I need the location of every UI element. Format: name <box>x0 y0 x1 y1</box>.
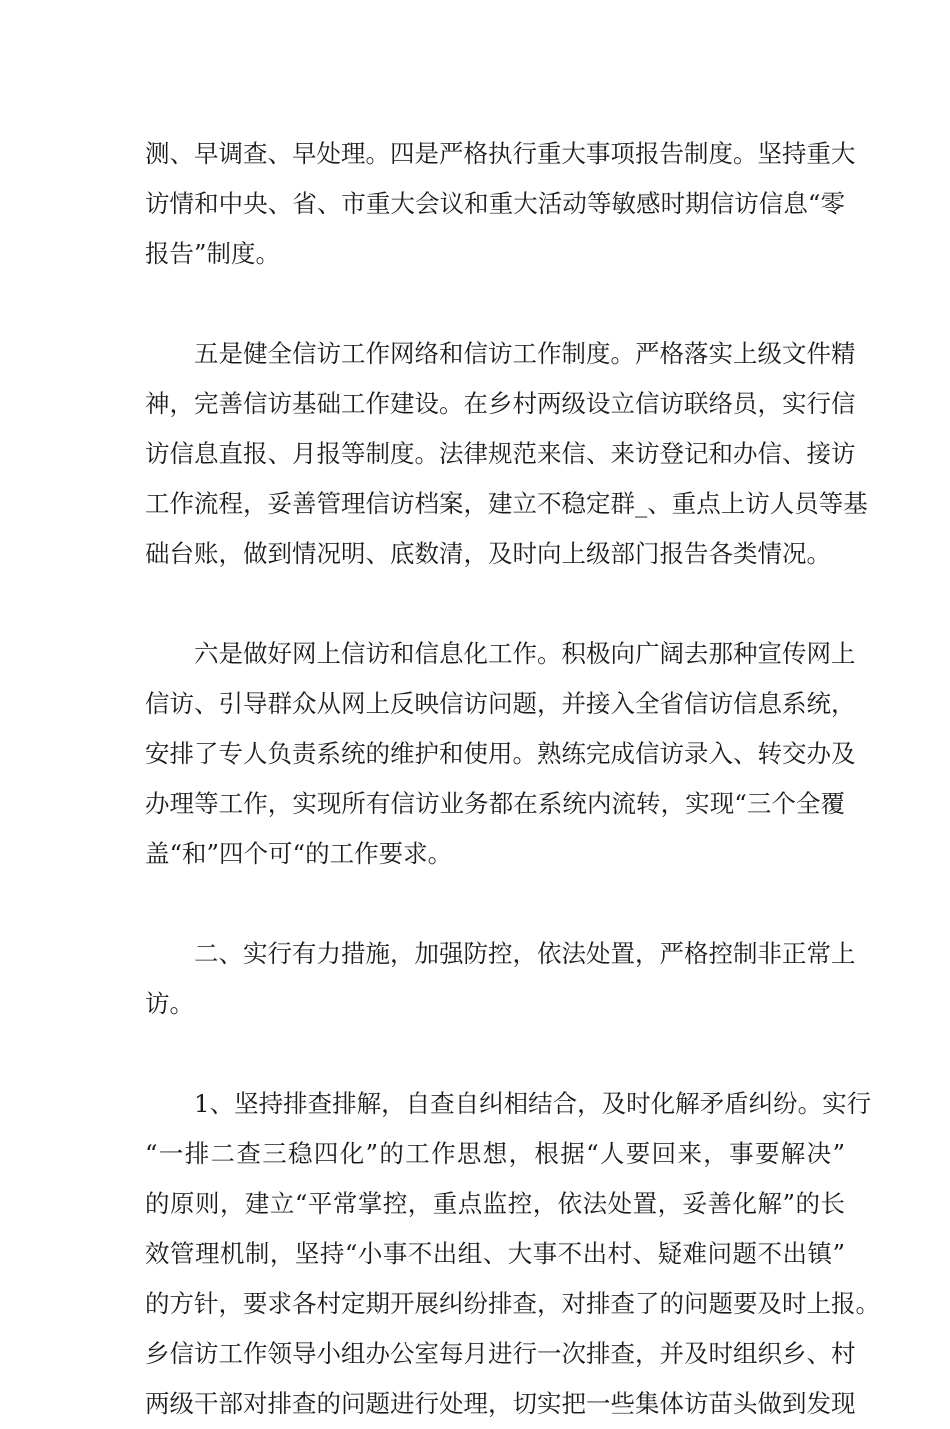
text-line-24: 的方针，要求各村定期开展纠纷排查，对排查了的问题要及时上报。 <box>145 1289 880 1318</box>
blank-line <box>145 279 845 329</box>
text-line-9: 础台账，做到情况明、底数清，及时向上级部门报告各类情况。 <box>145 539 831 568</box>
text-line-3: 报告”制度。 <box>145 239 281 268</box>
text-line-22: 的原则，建立“平常掌控，重点监控，依法处置，妥善化解”的长 <box>145 1189 845 1218</box>
text-line-20: 1、坚持排查排解，自查自纠相结合，及时化解矛盾纠纷。实行 <box>194 1089 872 1118</box>
blank-line <box>145 579 845 629</box>
text-line-2: 访情和中央、省、市重大会议和重大活动等敏感时期信访信息“零 <box>145 189 845 218</box>
text-line-21: “一排二查三稳四化”的工作思想，根据“人要回来，事要解决” <box>145 1139 845 1168</box>
text-line-6: 神，完善信访基础工作建设。在乡村两级设立信访联络员，实行信 <box>145 389 856 418</box>
text-line-15: 盖“和”四个可“的工作要求。 <box>145 839 453 868</box>
text-line-12: 信访、引导群众从网上反映信访问题，并接入全省信访信息系统， <box>145 689 856 718</box>
text-line-7: 访信息直报、月报等制度。法律规范来信、来访登记和办信、接访 <box>145 439 856 468</box>
text-line-8: 工作流程，妥善管理信访档案，建立不稳定群_、重点上访人员等基 <box>145 489 868 518</box>
text-line-25: 乡信访工作领导小组办公室每月进行一次排查，并及时组织乡、村 <box>145 1339 856 1368</box>
text-line-13: 安排了专人负责系统的维护和使用。熟练完成信访录入、转交办及 <box>145 739 856 768</box>
text-line-11: 六是做好网上信访和信息化工作。积极向广阔去那种宣传网上 <box>194 639 856 668</box>
blank-line <box>145 879 845 929</box>
text-line-1: 测、早调查、早处理。四是严格执行重大事项报告制度。坚持重大 <box>145 139 856 168</box>
text-line-5: 五是健全信访工作网络和信访工作制度。严格落实上级文件精 <box>194 339 856 368</box>
section-heading-line-2: 访。 <box>145 989 194 1018</box>
document-body <box>145 129 880 1429</box>
section-heading-line-1: 二、实行有力措施，加强防控，依法处置，严格控制非正常上 <box>194 939 856 968</box>
blank-line <box>145 1029 845 1079</box>
text-line-14: 办理等工作，实现所有信访业务都在系统内流转，实现“三个全覆 <box>145 789 845 818</box>
text-line-26: 两级干部对排查的问题进行处理，切实把一些集体访苗头做到发现 <box>145 1389 856 1418</box>
text-line-23: 效管理机制，坚持“小事不出组、大事不出村、疑难问题不出镇” <box>145 1239 845 1268</box>
